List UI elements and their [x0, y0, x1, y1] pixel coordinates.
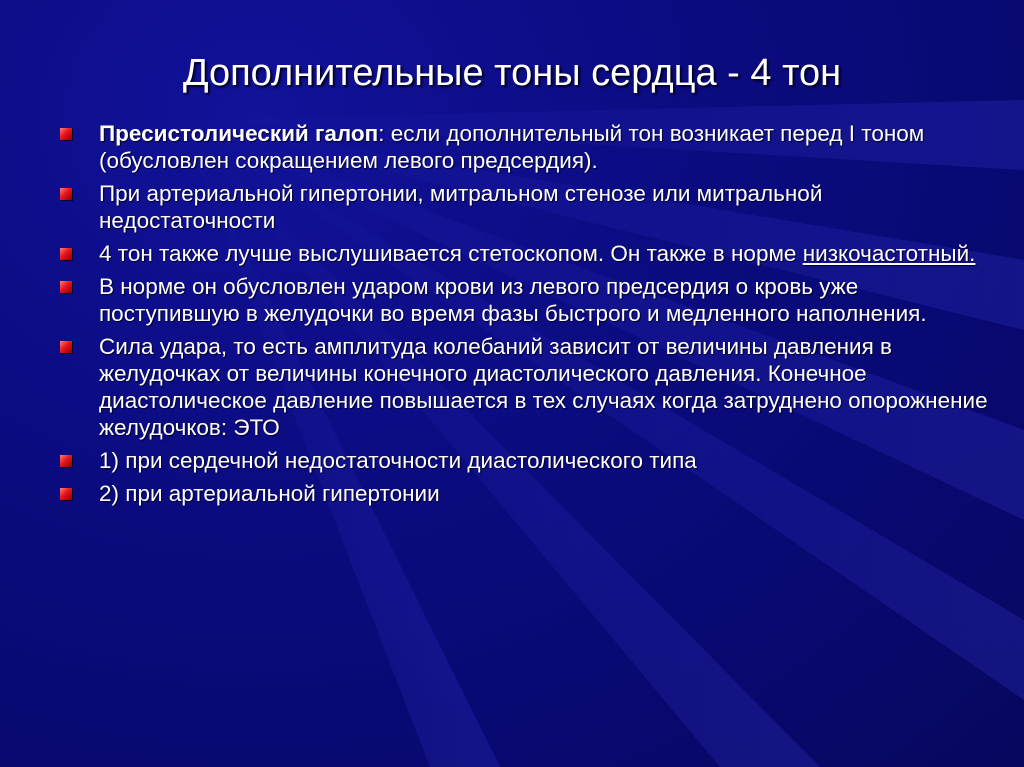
bullet-list — [60, 120, 990, 513]
bullet-marker-icon — [60, 188, 72, 200]
bullet-item — [60, 240, 990, 267]
bullet-item — [60, 333, 990, 441]
bullet-item — [60, 180, 990, 234]
bullet-marker-icon — [60, 248, 72, 260]
bullet-text: В норме он обусловлен ударом крови из левого предсердия о кровь уже поступившую в желудочки во время фазы быстрого и медленного наполнения. — [99, 274, 927, 326]
bullet-item — [60, 120, 990, 174]
bullet-item — [60, 480, 990, 507]
bullet-marker-icon — [60, 341, 72, 353]
bullet-item — [60, 447, 990, 474]
slide-title: Дополнительные тоны сердца - 4 тон — [182, 52, 842, 94]
bullet-marker-icon — [60, 455, 72, 467]
bullet-text: 2) при артериальной гипертонии — [99, 481, 440, 506]
bullet-marker-icon — [60, 281, 72, 293]
bullet-text: 4 тон также лучше выслушивается стетоскопом. Он также в норме — [99, 241, 803, 266]
bullet-underlined-term: низкочастотный. — [802, 241, 976, 266]
bullet-lead-term: Пресистолический галоп — [99, 121, 379, 146]
bullet-marker-icon — [60, 488, 72, 500]
bullet-text: : если дополнительный тон возникает перед I тоном (обусловлен сокращением левого предсердия). — [99, 121, 925, 173]
bullet-item — [60, 273, 990, 327]
bullet-marker-icon — [60, 128, 72, 140]
bullet-text: 1) при сердечной недостаточности диастолического типа — [99, 448, 697, 473]
bullet-text: Сила удара, то есть амплитуда колебаний зависит от величины давления в желудочках от величины конечного диастолического давления. Конечное диастолическое давление повышается в тех случаях когда затруднено опорожнение желудочков: ЭТО — [99, 334, 988, 440]
bullet-text: При артериальной гипертонии, митральном стенозе или митральной недостаточности — [99, 181, 823, 233]
